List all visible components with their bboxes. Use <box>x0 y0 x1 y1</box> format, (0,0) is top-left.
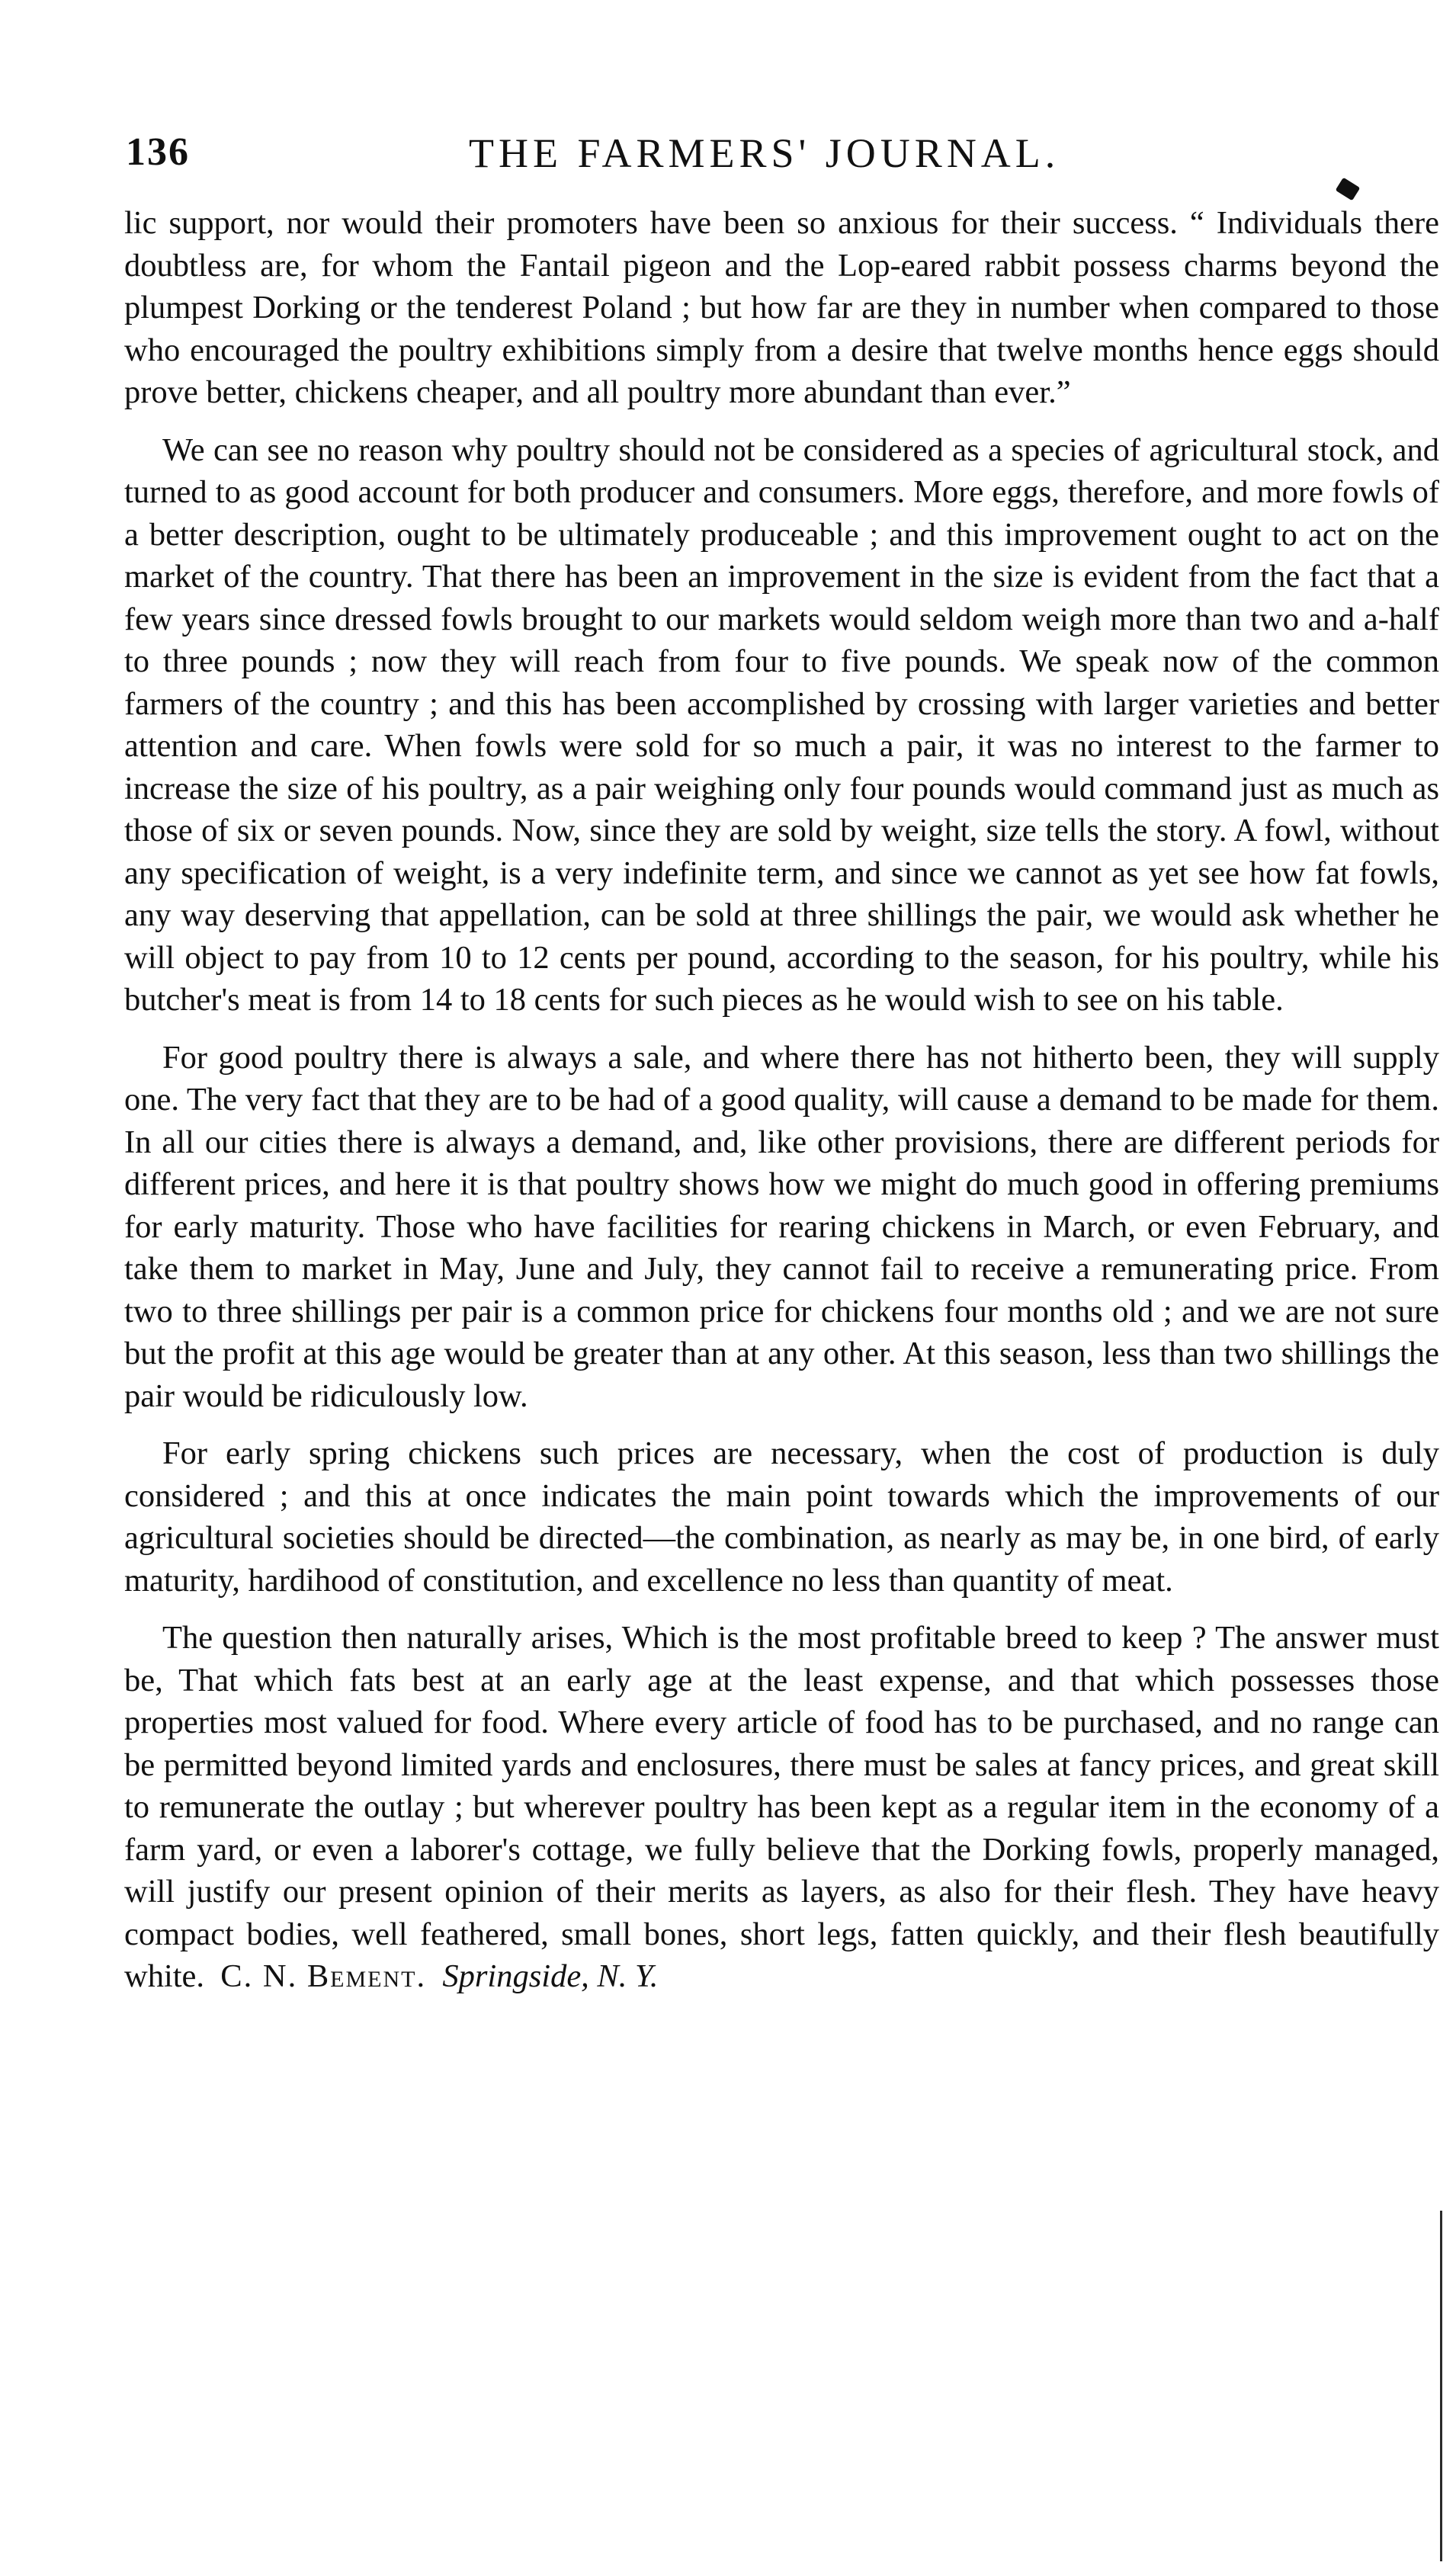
paragraph-3: For good poultry there is always a sale, and where there has not hitherto been, they will supply one. The very fact that they are to be had of a good quality, will cause a demand to be made for them. In all our cities there is always a demand, and, like other provisions, there are different periods for different prices, and here it is that poultry shows how we might do much good in offering premiums for early maturity. Those who have facilities for rearing chickens in March, or even February, and take them to market in May, June and July, they cannot fail to receive a remunerating price. From two to three shillings per pair is a common price for chickens four months old ; and we are not sure but the profit at this age would be greater than at any other. At this season, less than two shillings the pair would be ridiculously low. <box>124 1039 1439 1414</box>
author-place: Springside, N. Y. <box>442 1958 659 1994</box>
page-header <box>126 130 1437 191</box>
page-edge-line <box>1440 2211 1442 2561</box>
paragraph-4: For early spring chickens such prices are necessary, when the cost of production is duly considered ; and this at once indicates the main point towards which the improvements of our agricultural societies should be directed—the combination, as nearly as may be, in one bird, of early maturity, hardihood of constitution, and excellence no less than quantity of meat. <box>124 1435 1439 1599</box>
paragraph-5-text: The question then naturally arises, Which is the most profitable breed to keep ? The answer must be, That which fats best at an early age at the least expense, and that which possesses those properties most valued for food. Where every article of food has to be purchased, and no range can be permitted beyond limited yards and enclosures, there must be sales at fancy prices, and great skill to remunerate the outlay ; but wherever poultry has been kept as a regular item in the economy of a farm yard, or even a laborer's cottage, we fully believe that the Dorking fowls, properly managed, will justify our present opinion of their merits as layers, as also for their flesh. They have heavy compact bodies, well feathered, small bones, short legs, fatten quickly, and their flesh beautifully white. <box>124 1620 1439 1994</box>
paragraph-1: lic support, nor would their promoters have been so anxious for their success. “ Individuals there doubtless are, for whom the Fantail pigeon and the Lop-eared rabbit possess charms beyond the plumpest Dorking or the tenderest Poland ; but how far are they in number when compared to those who encouraged the poultry exhibitions simply from a desire that twelve months hence eggs should prove better, chickens cheaper, and all poultry more abundant than ever.” <box>124 205 1439 410</box>
article-body <box>124 202 1439 2013</box>
page-number: 136 <box>126 130 190 174</box>
author-signature: C. N. Bement. <box>220 1958 427 1994</box>
paragraph-2: We can see no reason why poultry should not be considered as a species of agricultural stock, and turned to as good account for both producer and consumers. More eggs, therefore, and more fowls of a better description, ought to be ultimately produceable ; and this improvement ought to act on the market of the country. That there has been an improvement in the size is evident from the fact that a few years since dressed fowls brought to our markets would seldom weigh more than two and a-half to three pounds ; now they will reach from four to five pounds. We speak now of the common farmers of the country ; and this has been accomplished by crossing with larger varieties and better attention and care. When fowls were sold for so much a pair, it was no interest to the farmer to increase the size of his poultry, as a pair weighing only four pounds would command just as much as those of six or seven pounds. Now, since they are sold by weight, size tells the story. A fowl, without any specification of weight, is a very indefinite term, and since we cannot as yet see how fat fowls, any way deserving that appellation, can be sold at three shillings the pair, we would ask whether he will object to pay from 10 to 12 cents per pound, according to the season, for his poultry, while his butcher's meat is from 14 to 18 cents for such pieces as he would wish to see on his table. <box>124 431 1439 1018</box>
paragraph-5 <box>124 1617 1439 1998</box>
running-title: THE FARMERS' JOURNAL. <box>469 130 1060 176</box>
